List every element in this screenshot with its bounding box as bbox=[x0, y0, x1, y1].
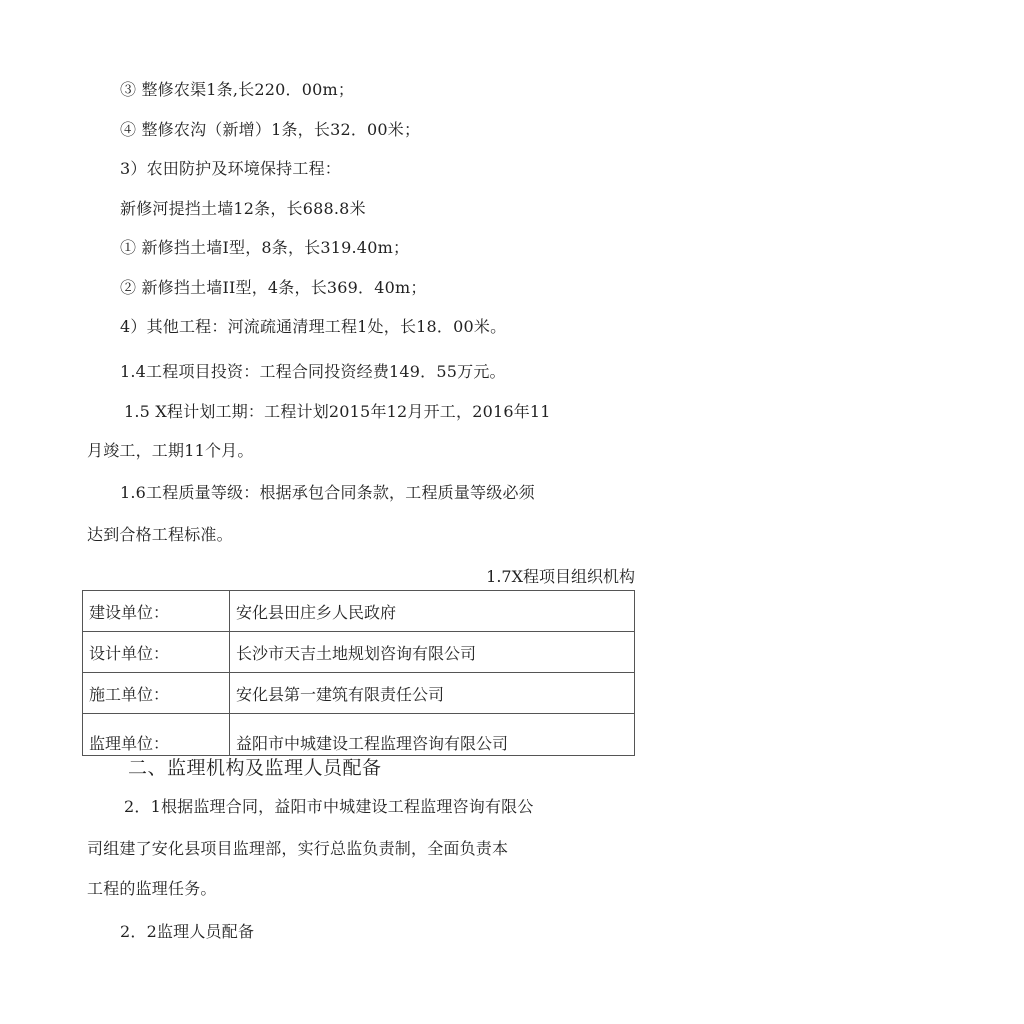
text-line: 1.6工程质量等级：根据承包合同条款，工程质量等级必须 bbox=[120, 483, 535, 502]
table-cell-value: 长沙市天吉土地规划咨询有限公司 bbox=[230, 632, 635, 673]
section-heading: 二、监理机构及监理人员配备 bbox=[128, 757, 382, 779]
table-cell-label: 设计单位： bbox=[83, 632, 230, 673]
table-caption: 1.7X程项目组织机构 bbox=[486, 567, 635, 586]
table-cell-label: 施工单位： bbox=[83, 673, 230, 714]
text-line: 4）其他工程：河流疏通清理工程1处，长18．00米。 bbox=[120, 317, 507, 336]
table-row bbox=[83, 632, 635, 673]
table-row bbox=[83, 714, 635, 756]
table-row bbox=[83, 673, 635, 714]
table-row bbox=[83, 591, 635, 632]
org-structure-table bbox=[82, 590, 635, 756]
paragraph-line: 工程的监理任务。 bbox=[87, 879, 217, 898]
subsection-heading: 2．2监理人员配备 bbox=[120, 922, 255, 941]
table-cell-label: 建设单位： bbox=[83, 591, 230, 632]
text-line: 达到合格工程标准。 bbox=[87, 525, 233, 544]
paragraph-line: 2．1根据监理合同，益阳市中城建设工程监理咨询有限公 bbox=[124, 797, 534, 816]
table-cell-value: 安化县第一建筑有限责任公司 bbox=[230, 673, 635, 714]
paragraph-line: 司组建了安化县项目监理部，实行总监负责制，全面负责本 bbox=[87, 839, 509, 858]
text-line: 1.4工程项目投资：工程合同投资经费149．55万元。 bbox=[120, 362, 506, 381]
text-line: ③ 整修农渠1条,长220．00m； bbox=[120, 80, 355, 99]
text-line: 新修河提挡土墙12条，长688.8米 bbox=[120, 199, 366, 218]
text-line: 月竣工，工期11个月。 bbox=[87, 441, 254, 460]
text-line: ④ 整修农沟（新增）1条，长32．00米； bbox=[120, 120, 421, 139]
text-line: ① 新修挡土墙I型，8条，长319.40m； bbox=[120, 238, 410, 257]
text-line: ② 新修挡土墙II型，4条，长369．40m； bbox=[120, 278, 427, 297]
table-cell-label: 监理单位： bbox=[83, 714, 230, 756]
text-line: 3）农田防护及环境保持工程： bbox=[120, 159, 341, 178]
table-cell-value: 益阳市中城建设工程监理咨询有限公司 bbox=[230, 714, 635, 756]
text-line: 1.5 X程计划工期：工程计划2015年12月开工，2016年11 bbox=[124, 402, 551, 421]
table-cell-value: 安化县田庄乡人民政府 bbox=[230, 591, 635, 632]
